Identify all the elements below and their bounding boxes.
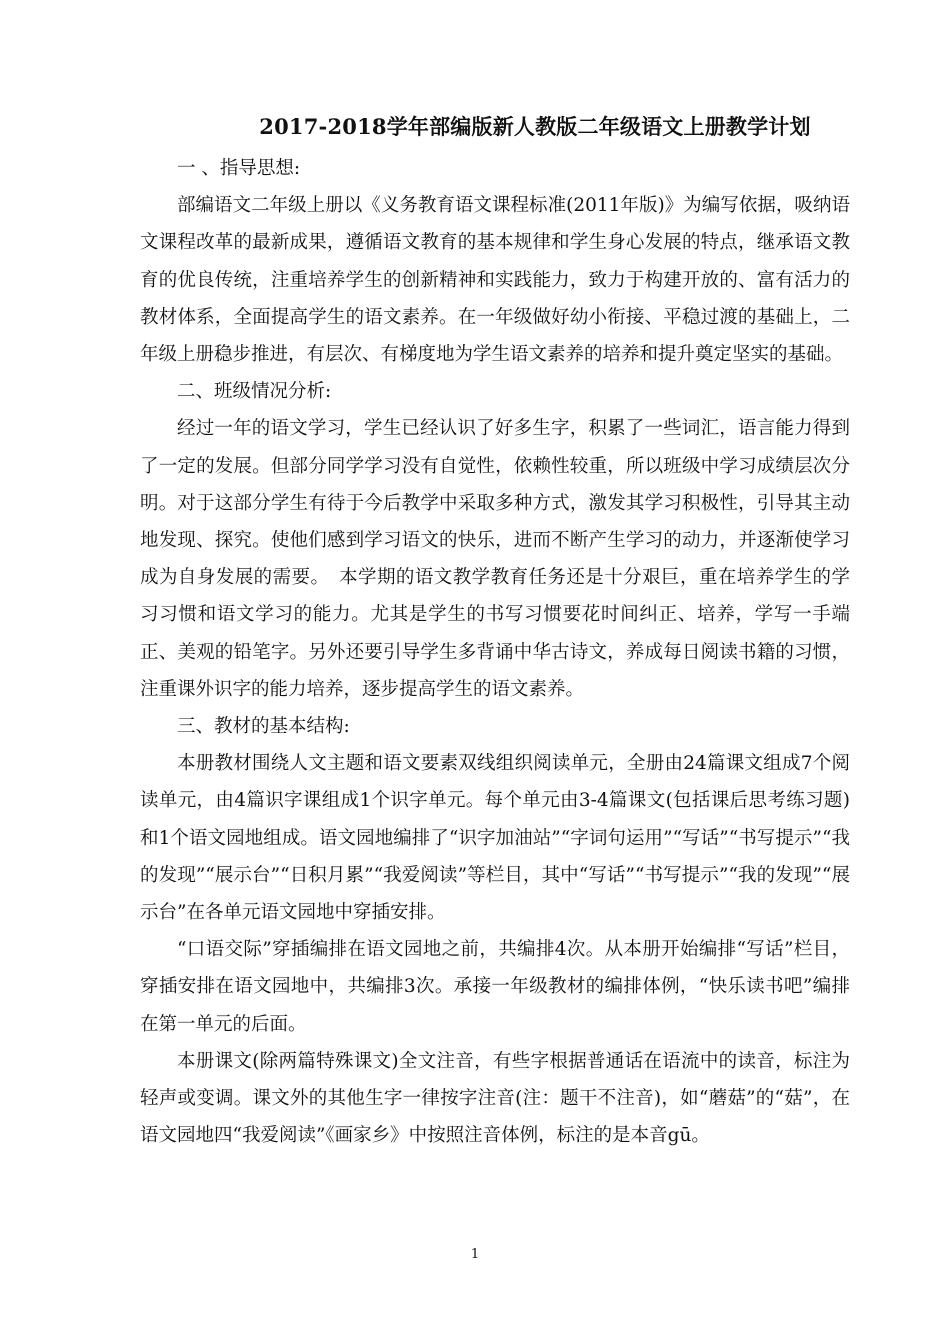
paragraph-phonetic-notation: 本册课文(除两篇特殊课文)全文注音，有些字根据普通话在语流中的读音，标注为轻声或变调。课文外的其他生字一律按字注音(注：题干不注音)，如“蘑菇”的“菇”，在语文园地四“我爱阅读”《画家乡》中按照注音体例，标注的是本音gū。 <box>140 1050 850 1147</box>
paragraph-oral-communication: “口语交际”穿插编排在语文园地之前，共编排4次。从本册开始编排“写话”栏目，穿插安排在语文园地中，共编排3次。承接一年级教材的编排体例，“快乐读书吧”编排在第一单元的后面。 <box>140 939 850 1035</box>
paragraph-textbook-structure: 本册教材围绕人文主题和语文要素双线组织阅读单元，全册由24篇课文组成7个阅读单元，由4篇识字课组成1个识字单元。每个单元由3-4篇课文(包括课后思考练习题)和1个语文园地组成。语文园地编排了“识字加油站”“字词句运用”“写话”“书写提示”“我的发现”“展示台”“日积月累”“我爱阅读”等栏目，其中“写话”“书写提示”“我的发现”“展示台”在各单元语文园地中穿插安排。 <box>140 753 850 924</box>
document-title: 2017-2018学年部编版新人教版二年级语文上册教学计划 <box>259 114 811 139</box>
paragraph-guiding-ideology: 部编语文二年级上册以《义务教育语文课程标准(2011年版)》为编写依据，吸纳语文课程改革的最新成果，遵循语文教育的基本规律和学生身心发展的特点，继承语文教育的优良传统，注重培养学生的创新精神和实践能力，致力于构建开放的、富有活力的教材体系，全面提高学生的语文素养。在一年级做好幼小衔接、平稳过渡的基础上，二年级上册稳步推进，有层次、有梯度地为学生语文素养的培养和提升奠定坚实的基础。 <box>140 195 850 366</box>
paragraph-class-analysis: 经过一年的语文学习，学生已经认识了好多生字，积累了一些词汇，语言能力得到了一定的发展。但部分同学学习没有自觉性，依赖性较重，所以班级中学习成绩层次分明。对于这部分学生有待于今后教学中采取多种方式，激发其学习积极性，引导其主动地发现、探究。使他们感到学习语文的快乐，进而不断产生学习的动力，并逐渐使学习成为自身发展的需要。 本学期的语文教学教育任务还是十分艰巨，重在培养学生的学习习惯和语文学习的能力。尤其是学生的书写习惯要花时间纠正、培养，学写一手端正、美观的铅笔字。另外还要引导学生多背诵中华古诗文，养成每日阅读书籍的习惯，注重课外识字的能力培养，逐步提高学生的语文素养。 <box>140 418 850 700</box>
section-heading-guiding-ideology: 一 、指导思想: <box>177 158 301 179</box>
section-heading-textbook-structure: 三、教材的基本结构: <box>177 716 350 738</box>
section-heading-class-analysis: 二、班级情况分析: <box>177 381 332 403</box>
document-body <box>140 150 850 1154</box>
page-number: 1 <box>470 1247 480 1262</box>
